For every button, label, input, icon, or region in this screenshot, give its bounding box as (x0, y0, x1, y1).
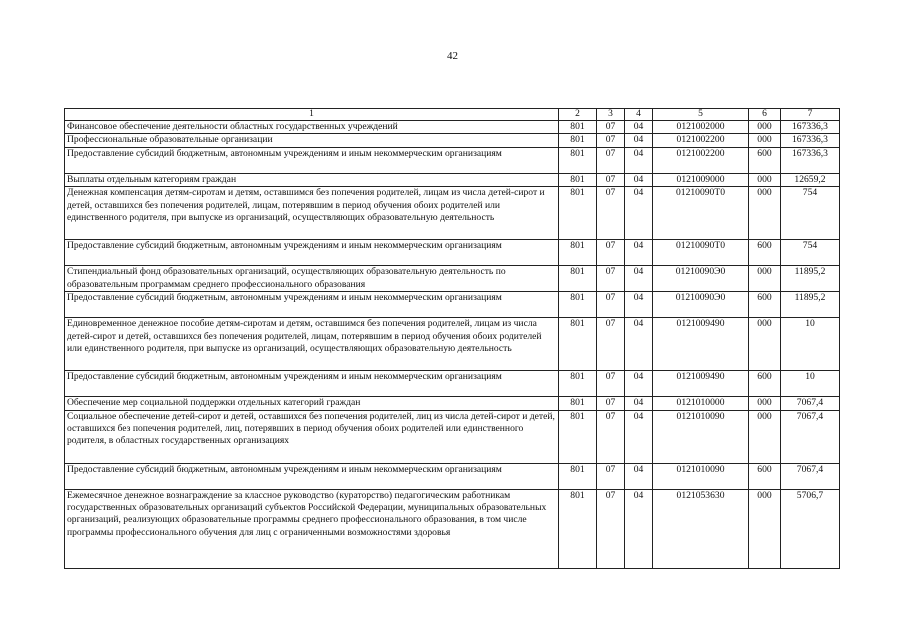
row-section-cell: 07 (597, 173, 625, 186)
table-row (65, 489, 840, 568)
row-code-cell: 801 (559, 147, 597, 173)
row-name-cell: Предоставление субсидий бюджетным, автономным учреждениям и иным некоммерческим организациям (65, 371, 559, 397)
row-code-cell: 801 (559, 266, 597, 292)
row-code-cell: 801 (559, 134, 597, 147)
row-section-cell: 07 (597, 121, 625, 134)
row-target-cell: 01210090Э0 (653, 266, 749, 292)
row-code-cell: 801 (559, 240, 597, 266)
row-amount-cell: 12659,2 (781, 173, 840, 186)
row-target-cell: 0121002200 (653, 134, 749, 147)
row-expense-type-cell: 600 (749, 240, 781, 266)
row-subsection-cell: 04 (625, 134, 653, 147)
row-section-cell: 07 (597, 463, 625, 489)
table-row (65, 410, 840, 463)
row-expense-type-cell: 600 (749, 371, 781, 397)
row-name-cell: Выплаты отдельным категориям граждан (65, 173, 559, 186)
row-subsection-cell: 04 (625, 397, 653, 410)
header-cell: 7 (781, 109, 840, 121)
row-target-cell: 0121010090 (653, 463, 749, 489)
row-code-cell: 801 (559, 489, 597, 568)
row-code-cell: 801 (559, 292, 597, 318)
row-target-cell: 0121002000 (653, 121, 749, 134)
row-amount-cell: 11895,2 (781, 292, 840, 318)
row-name-cell: Ежемесячное денежное вознаграждение за классное руководство (кураторство) педагогическим работникам государственных образовательных организаций субъектов Российской Федерации, муниципальных образовательных организаций, реализующих образовательные программы среднего профессионального образования, в том числе программы профессионального обучения для лиц с ограниченными возможностями здоровья (65, 489, 559, 568)
row-section-cell: 07 (597, 292, 625, 318)
row-amount-cell: 167336,3 (781, 121, 840, 134)
row-section-cell: 07 (597, 410, 625, 463)
row-expense-type-cell: 600 (749, 292, 781, 318)
row-code-cell: 801 (559, 397, 597, 410)
header-cell: 2 (559, 109, 597, 121)
row-amount-cell: 10 (781, 371, 840, 397)
row-name-cell: Денежная компенсация детям-сиротам и детям, оставшимся без попечения родителей, лицам из числа детей-сирот и детей, оставшихся без попечения родителей, лицам, потерявшим в период обучения обоих родителей или единственного родителя, при выпуске из организаций, осуществляющих образовательную деятельность (65, 187, 559, 240)
row-target-cell: 01210090Т0 (653, 187, 749, 240)
row-code-cell: 801 (559, 410, 597, 463)
row-subsection-cell: 04 (625, 318, 653, 371)
table-header-row (65, 109, 840, 121)
row-name-cell: Социальное обеспечение детей-сирот и детей, оставшихся без попечения родителей, лиц из числа детей-сирот и детей, оставшихся без попечения родителей, лиц, потерявших в период обучения обоих родителей или единственного родителя, в областных государственных организациях (65, 410, 559, 463)
row-code-cell: 801 (559, 463, 597, 489)
row-target-cell: 0121009000 (653, 173, 749, 186)
budget-table (64, 108, 840, 569)
row-expense-type-cell: 000 (749, 173, 781, 186)
row-target-cell: 0121010090 (653, 410, 749, 463)
row-name-cell: Предоставление субсидий бюджетным, автономным учреждениям и иным некоммерческим организациям (65, 292, 559, 318)
row-target-cell: 0121009490 (653, 371, 749, 397)
row-section-cell: 07 (597, 489, 625, 568)
row-target-cell: 01210090Т0 (653, 240, 749, 266)
row-section-cell: 07 (597, 397, 625, 410)
row-subsection-cell: 04 (625, 371, 653, 397)
row-section-cell: 07 (597, 318, 625, 371)
row-subsection-cell: 04 (625, 463, 653, 489)
row-section-cell: 07 (597, 147, 625, 173)
table-row (65, 463, 840, 489)
row-name-cell: Обеспечение мер социальной поддержки отдельных категорий граждан (65, 397, 559, 410)
row-name-cell: Предоставление субсидий бюджетным, автономным учреждениям и иным некоммерческим организациям (65, 463, 559, 489)
row-section-cell: 07 (597, 240, 625, 266)
row-section-cell: 07 (597, 134, 625, 147)
row-subsection-cell: 04 (625, 173, 653, 186)
row-expense-type-cell: 000 (749, 397, 781, 410)
row-subsection-cell: 04 (625, 147, 653, 173)
budget-table-body (65, 109, 840, 569)
row-target-cell: 0121010000 (653, 397, 749, 410)
table-row (65, 266, 840, 292)
row-amount-cell: 7067,4 (781, 463, 840, 489)
table-row (65, 187, 840, 240)
table-row (65, 173, 840, 186)
row-expense-type-cell: 600 (749, 463, 781, 489)
row-amount-cell: 10 (781, 318, 840, 371)
row-amount-cell: 754 (781, 187, 840, 240)
header-cell: 3 (597, 109, 625, 121)
row-name-cell: Финансовое обеспечение деятельности областных государственных учреждений (65, 121, 559, 134)
row-target-cell: 0121009490 (653, 318, 749, 371)
row-amount-cell: 11895,2 (781, 266, 840, 292)
header-cell: 6 (749, 109, 781, 121)
row-code-cell: 801 (559, 121, 597, 134)
page-number: 42 (447, 50, 458, 62)
row-name-cell: Стипендиальный фонд образовательных организаций, осуществляющих образовательную деятельность по образовательным программам среднего профессионального образования (65, 266, 559, 292)
row-subsection-cell: 04 (625, 240, 653, 266)
header-cell: 4 (625, 109, 653, 121)
row-section-cell: 07 (597, 371, 625, 397)
row-amount-cell: 167336,3 (781, 134, 840, 147)
row-code-cell: 801 (559, 318, 597, 371)
table-row (65, 318, 840, 371)
table-row (65, 147, 840, 173)
row-expense-type-cell: 000 (749, 121, 781, 134)
row-subsection-cell: 04 (625, 489, 653, 568)
row-expense-type-cell: 600 (749, 147, 781, 173)
row-code-cell: 801 (559, 187, 597, 240)
row-code-cell: 801 (559, 173, 597, 186)
row-section-cell: 07 (597, 266, 625, 292)
row-target-cell: 01210090Э0 (653, 292, 749, 318)
row-amount-cell: 754 (781, 240, 840, 266)
row-amount-cell: 7067,4 (781, 410, 840, 463)
row-expense-type-cell: 000 (749, 318, 781, 371)
table-row (65, 397, 840, 410)
row-name-cell: Предоставление субсидий бюджетным, автономным учреждениям и иным некоммерческим организациям (65, 240, 559, 266)
row-subsection-cell: 04 (625, 266, 653, 292)
row-target-cell: 0121002200 (653, 147, 749, 173)
row-subsection-cell: 04 (625, 292, 653, 318)
table-row (65, 292, 840, 318)
row-amount-cell: 7067,4 (781, 397, 840, 410)
row-subsection-cell: 04 (625, 410, 653, 463)
row-expense-type-cell: 000 (749, 187, 781, 240)
row-section-cell: 07 (597, 187, 625, 240)
table-row (65, 134, 840, 147)
row-name-cell: Профессиональные образовательные организации (65, 134, 559, 147)
header-cell: 5 (653, 109, 749, 121)
row-expense-type-cell: 000 (749, 134, 781, 147)
row-amount-cell: 5706,7 (781, 489, 840, 568)
row-subsection-cell: 04 (625, 121, 653, 134)
row-expense-type-cell: 000 (749, 266, 781, 292)
table-row (65, 371, 840, 397)
header-cell: 1 (65, 109, 559, 121)
row-expense-type-cell: 000 (749, 489, 781, 568)
table-row (65, 240, 840, 266)
row-name-cell: Единовременное денежное пособие детям-сиротам и детям, оставшимся без попечения родителей, лицам из числа детей-сирот и детей, оставшихся без попечения родителей, лицам, потерявшим в период обучения обоих родителей или единственного родителя, при выпуске из организаций, осуществляющих образовательную деятельность (65, 318, 559, 371)
row-amount-cell: 167336,3 (781, 147, 840, 173)
row-subsection-cell: 04 (625, 187, 653, 240)
row-expense-type-cell: 000 (749, 410, 781, 463)
table-row (65, 121, 840, 134)
row-name-cell: Предоставление субсидий бюджетным, автономным учреждениям и иным некоммерческим организациям (65, 147, 559, 173)
row-code-cell: 801 (559, 371, 597, 397)
row-target-cell: 0121053630 (653, 489, 749, 568)
